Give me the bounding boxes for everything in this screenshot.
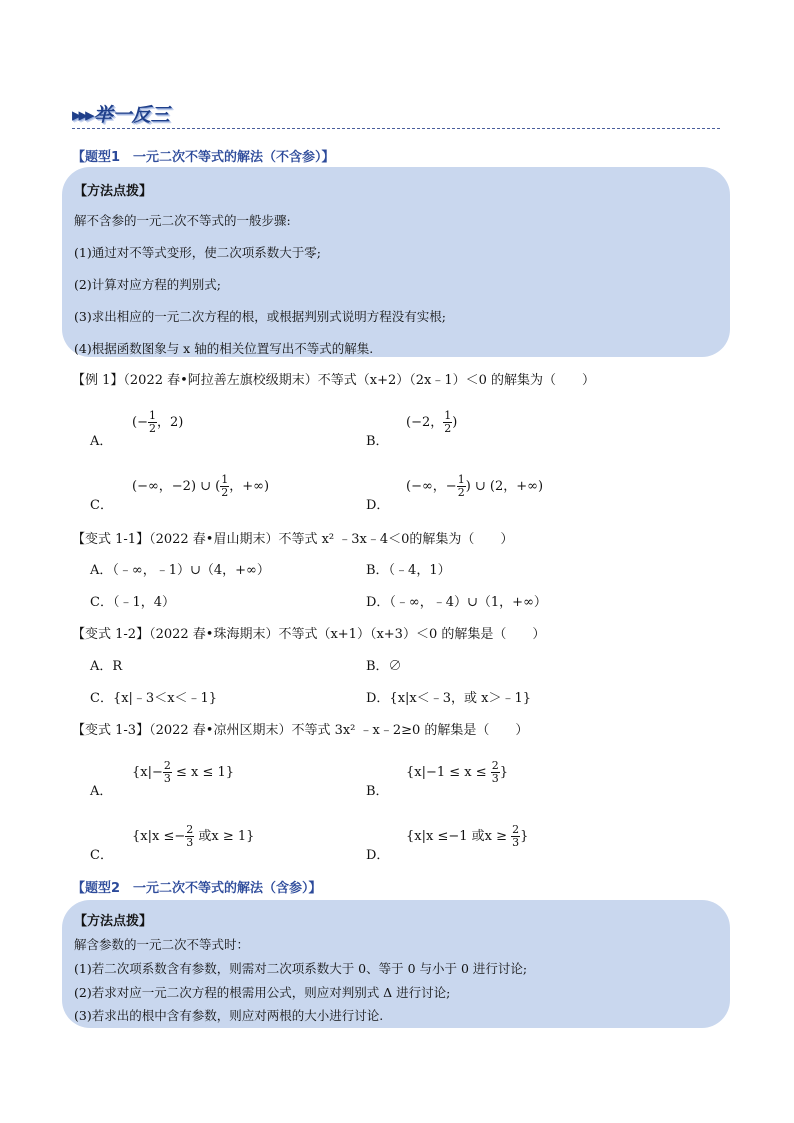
section2-heading: 【题型2 一元二次不等式的解法（含参）】 (72, 881, 322, 896)
v13-option-b: {x|−1 ≤ x ≤ $\frac{2}{3}$ } (406, 759, 509, 785)
ex1-option-d: (−∞，− $\frac{1}{2}$ ) ∪ (2，+∞) (406, 473, 544, 499)
ex1-label-c: C． (90, 498, 113, 513)
method-box-1-title: 【方法点拨】 (74, 184, 153, 199)
ex1-option-b: (−2， $\frac{1}{2}$ ) (406, 409, 458, 435)
method-box-1 (62, 167, 730, 357)
method-2-line-1: (1)若二次项系数含有参数，则需对二次项系数大于 0、等于 0 与小于 0 进行讨论; (74, 961, 528, 976)
method-1-line-0: 解不含参的一元二次不等式的一般步骤: (74, 213, 291, 228)
method-2-line-0: 解含参数的一元二次不等式时： (74, 937, 250, 952)
ex1-label-d: D． (366, 498, 390, 513)
method-2-line-2: (2)若求对应一元二次方程的根需用公式，则应对判别式 Δ 进行讨论; (74, 985, 451, 1000)
method-1-line-1: (1)通过对不等式变形，使二次项系数大于零; (74, 245, 321, 260)
v13-label-c: C． (90, 848, 113, 863)
v12-option-d: D．{x|x＜﹣3，或 x＞﹣1} (366, 691, 532, 706)
ex1-label-a: A． (90, 434, 113, 449)
v13-label-d: D． (366, 848, 390, 863)
variant-1-2-stem: 【变式 1-2】（2022 春•珠海期末）不等式（x+1）（x+3）＜0 的解集是（ ） (72, 627, 546, 642)
example-1-stem: 【例 1】（2022 春•阿拉善左旗校级期末）不等式（x+2）（2x﹣1）＜0 的解集为（ ） (72, 373, 596, 388)
triple-arrow-icon: ▸▸▸ (72, 104, 92, 126)
ex1-option-a: (− $\frac{1}{2}$ ，2) (132, 409, 184, 435)
v13-option-a: {x|− $\frac{2}{3}$ ≤ x ≤ 1} (132, 759, 235, 785)
method-box-2-title: 【方法点拨】 (74, 914, 153, 929)
v12-option-c: C．{x|﹣3＜x＜﹣1} (90, 691, 218, 706)
section-banner (72, 100, 170, 127)
v11-option-b: B．（﹣4，1） (366, 563, 451, 578)
method-2-line-3: (3)若求出的根中含有参数，则应对两根的大小进行讨论. (74, 1008, 384, 1023)
method-1-line-3: (3)求出相应的一元二次方程的根，或根据判别式说明方程没有实根; (74, 309, 446, 324)
variant-1-1-stem: 【变式 1-1】（2022 春•眉山期末）不等式 x² ﹣3x﹣4＜0的解集为（ ） (72, 532, 514, 547)
ex1-label-b: B． (366, 434, 389, 449)
v12-option-a: A．R (90, 659, 123, 674)
method-1-line-4: (4)根据函数图象与 x 轴的相关位置写出不等式的解集. (74, 341, 374, 356)
banner-text: 举一反三 (93, 104, 170, 126)
v12-option-b: B．∅ (366, 659, 402, 674)
v11-option-d: D．（﹣∞，﹣4）∪（1，+∞） (366, 595, 547, 610)
variant-1-3-stem: 【变式 1-3】（2022 春•凉州区期末）不等式 3x² ﹣x﹣2≥0 的解集是（ ） (72, 723, 529, 738)
method-1-line-2: (2)计算对应方程的判别式; (74, 277, 221, 292)
dashed-divider (72, 128, 720, 129)
v11-option-a: A．（﹣∞，﹣1）∪（4，+∞） (90, 563, 270, 578)
v13-option-c: {x|x ≤− $\frac{2}{3}$ 或x ≥ 1} (132, 823, 255, 849)
v13-option-d: {x|x ≤−1 或x ≥ $\frac{2}{3}$ } (406, 823, 529, 849)
v13-label-a: A． (90, 784, 113, 799)
section1-heading: 【题型1 一元二次不等式的解法（不含参）】 (72, 150, 335, 165)
ex1-option-c: (−∞，−2) ∪ ( $\frac{1}{2}$ ，+∞) (132, 473, 270, 499)
v11-option-c: C．（﹣1，4） (90, 595, 175, 610)
v13-label-b: B． (366, 784, 389, 799)
